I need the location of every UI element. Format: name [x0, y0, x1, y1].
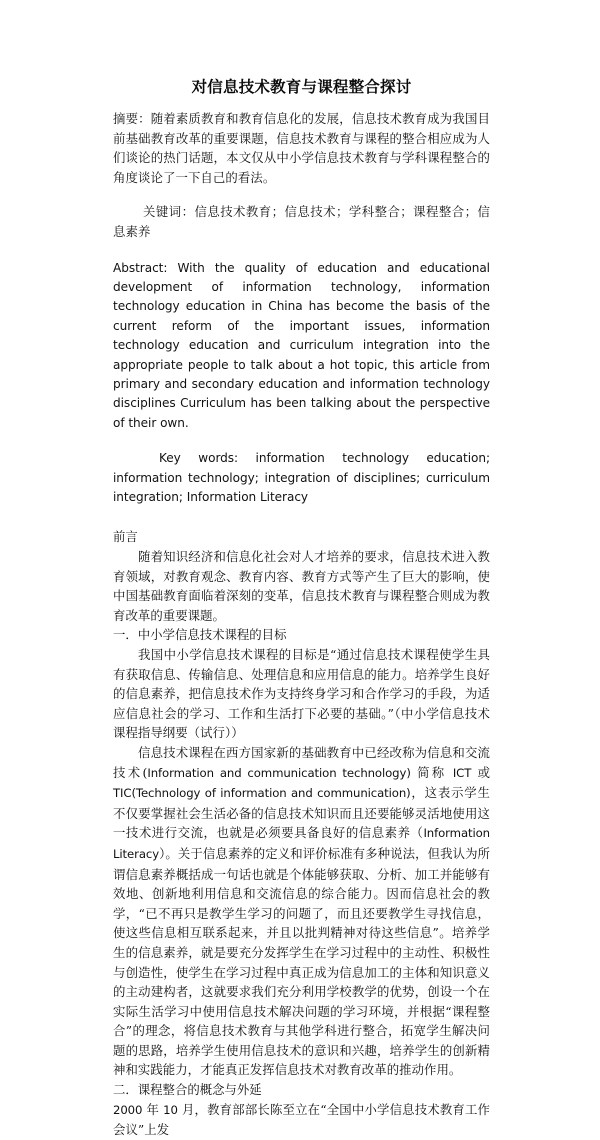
english-keywords: Key words: information technology education; information technology; integration of disciplines; curriculum integration; Information Literacy [113, 451, 490, 505]
english-abstract: Abstract: With the quality of education and educational development of information technology, information technology education in China has become the basis of the current reform of the important issues, information technology education and curriculum integration into the appropriate people to talk about a hot topic, this article from primary and secondary education and information technology disciplines Curriculum has been talking about the perspective of their own. [113, 260, 490, 430]
chinese-keywords: 关键词：信息技术教育；信息技术；学科整合；课程整合；信息素养 [113, 204, 490, 239]
section-one [113, 625, 490, 1080]
section-paragraph: 随着知识经济和信息化社会对人才培养的要求，信息技术进入教育领域，对教育观念、教育内容、教育方式等产生了巨大的影响，使中国基础教育面临着深刻的变革，信息技术教育与课程整合则成为教育改革的重要课题。 [113, 549, 490, 623]
section-heading: 前言 [113, 529, 138, 545]
section-paragraph: 我国中小学信息技术课程的目标是“通过信息技术课程使学生具有获取信息、传输信息、处理信息和应用信息的能力。培养学生良好的信息素养，把信息技术作为支持终身学习和合作学习的手段，为适应信息社会的学习、工作和生活打下必要的基础。”（中小学信息技术课程指导纲要（试行）） [113, 647, 490, 741]
chinese-abstract: 摘要：随着素质教育和教育信息化的发展，信息技术教育成为我国目前基础教育改革的重要课题，信息技术教育与课程的整合相应成为人们谈论的热门话题，本文仅从中小学信息技术教育与学科课程整合的角度谈论了一下自己的看法。 [113, 111, 490, 185]
section-heading: 一．中小学信息技术课程的目标 [113, 627, 287, 643]
document-content [113, 0, 490, 1140]
section-paragraph: 信息技术课程在西方国家新的基础教育中已经改称为信息和交流技术(Information and communication technology) 简称 ICT 或 TIC(Technology of information and communication)，这表示学生不仅要掌握社会生活必备的信息技术知识而且还要能够灵活地使用这一技术进行交流，也就是必须要具备良好的信息素养（Information Literacy）。关于信息素养的定义和评价标准有多种说法，但我认为所谓信息素养概括成一句话也就是个体能够获取、分析、加工并能够有效地、创新地利用信息和交流信息的综合能力。因而信息社会的教学，“已不再只是教学生学习的问题了，而且还要教学生寻找信息，使这些信息相互联系起来，并且以批判精神对待这些信息”。培养学生的信息素养，就是要充分发挥学生在学习过程中的主动性、积极性与创造性，使学生在学习过程中真正成为信息加工的主体和知识意义的主动建构者，这就要求我们充分利用学校教学的优势，创设一个在实际生活学习中使用信息技术解决问题的学习环境，并根据“课程整合”的理念，将信息技术教育与其他学科进行整合，拓宽学生解决问题的思路，培养学生使用信息技术的意识和兴趣，培养学生的创新精神和实践能力，才能真正发挥信息技术对教育改革的推动作用。 [113, 744, 491, 1078]
section-paragraph: 2000 年 10 月，教育部部长陈至立在“全国中小学信息技术教育工作会议”上发 [113, 1101, 491, 1138]
section-preface [113, 527, 490, 625]
section-heading: 二．课程整合的概念与外延 [113, 1082, 262, 1098]
page-title: 对信息技术教育与课程整合探讨 [191, 77, 412, 96]
section-two [113, 1080, 490, 1140]
